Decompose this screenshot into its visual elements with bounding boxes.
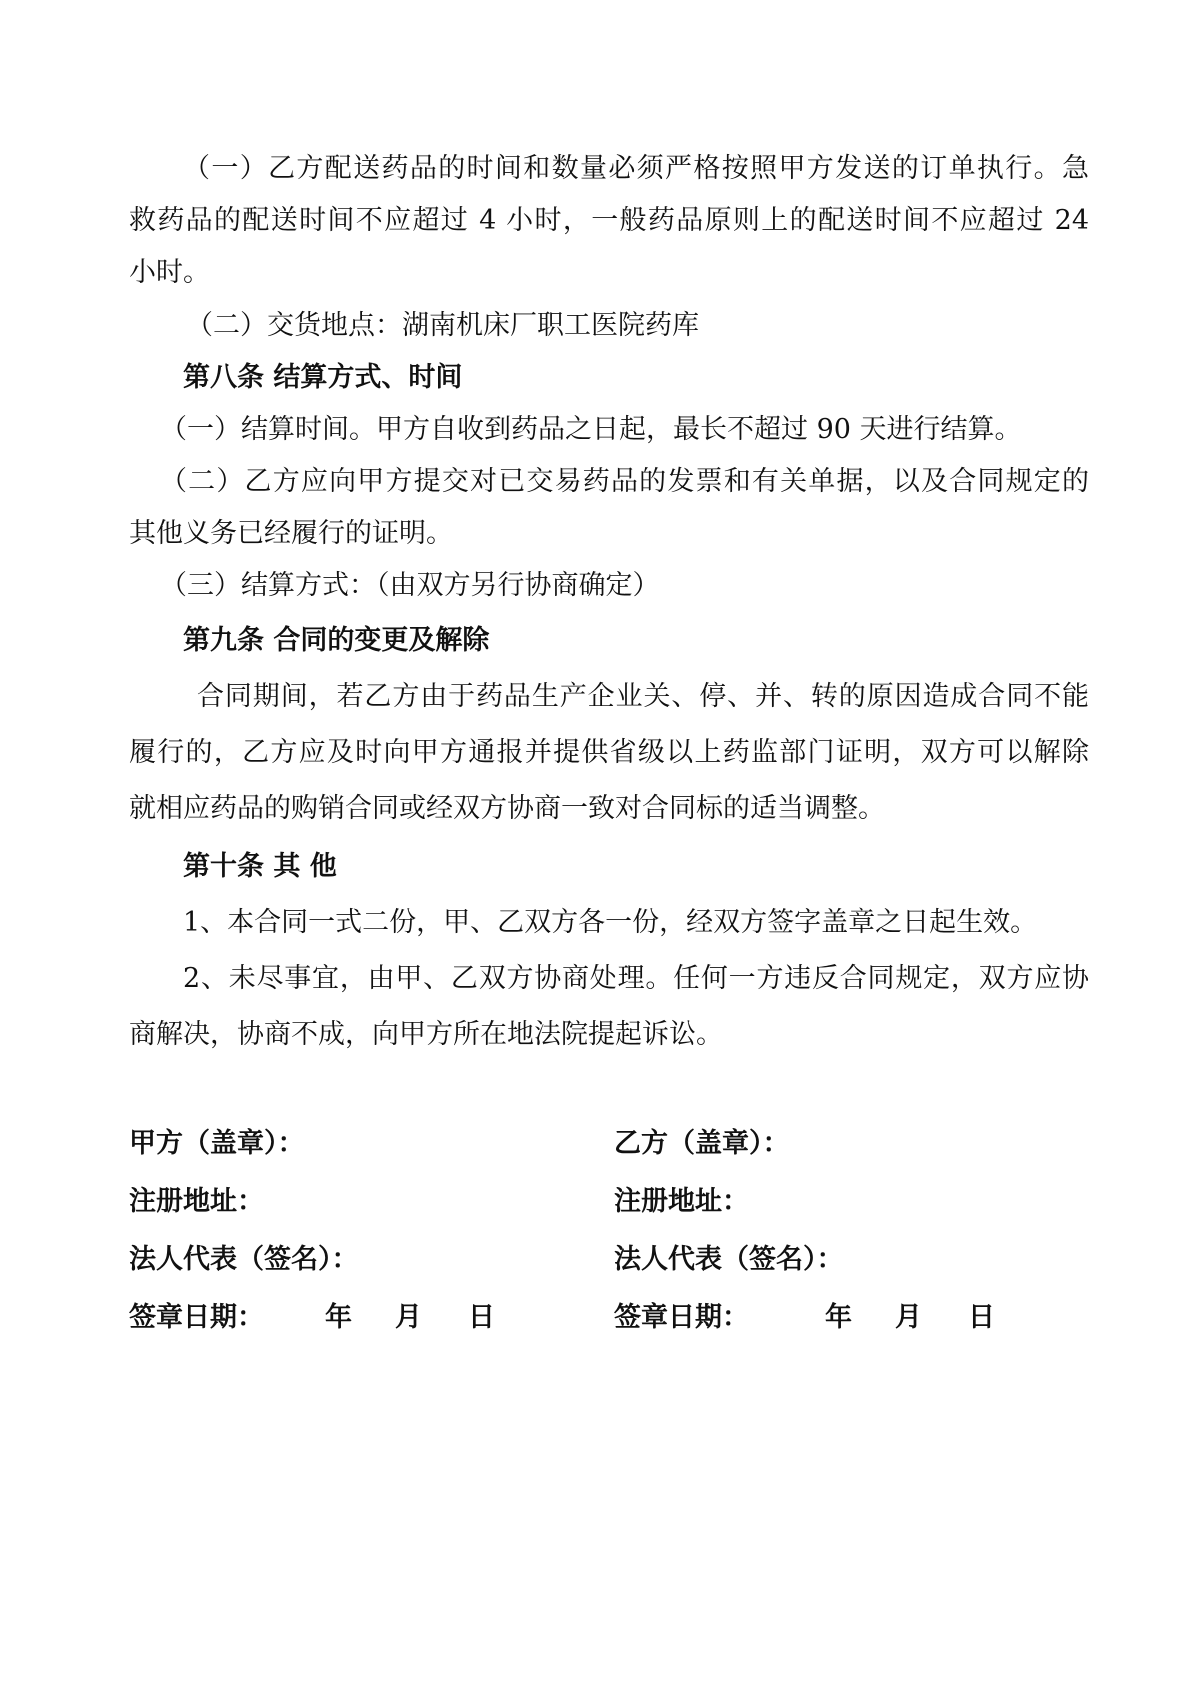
party-b-address-label: 注册地址：: [614, 1186, 749, 1217]
dispute-clause-line-2: 商解决，协商不成，向甲方所在地法院提起诉讼。: [129, 1019, 723, 1050]
article-8-heading: 第八条 结算方式、时间: [183, 362, 463, 393]
party-b-day-label: 日: [968, 1302, 995, 1333]
party-b-month-label: 月: [895, 1302, 922, 1333]
article-9-heading: 第九条 合同的变更及解除: [183, 625, 490, 656]
delivery-time-clause-line-2: 救药品的配送时间不应超过 4 小时，一般药品原则上的配送时间不应超过 24: [129, 205, 1089, 236]
settlement-method-clause: （三）结算方式：（由双方另行协商确定）: [160, 570, 660, 601]
party-a-month-label: 月: [395, 1302, 422, 1333]
party-b-year-label: 年: [825, 1302, 852, 1333]
party-a-legal-rep-label: 法人代表（签名）：: [129, 1244, 359, 1275]
delivery-location-clause: （二）交货地点：湖南机床厂职工医院药库: [186, 310, 699, 341]
copies-clause: 1、本合同一式二份，甲、乙双方各一份，经双方签字盖章之日起生效。: [183, 907, 1038, 938]
article-10-heading: 第十条 其 他: [183, 851, 337, 882]
contract-change-clause-line-1: 合同期间，若乙方由于药品生产企业关、停、并、转的原因造成合同不能: [197, 681, 1089, 712]
delivery-time-clause-line-1: （一）乙方配送药品的时间和数量必须严格按照甲方发送的订单执行。急: [183, 153, 1089, 184]
party-a-day-label: 日: [468, 1302, 495, 1333]
party-a-year-label: 年: [325, 1302, 352, 1333]
party-b-legal-rep-label: 法人代表（签名）：: [614, 1244, 844, 1275]
party-a-seal-label: 甲方（盖章）：: [129, 1128, 305, 1159]
contract-change-clause-line-2: 履行的，乙方应及时向甲方通报并提供省级以上药监部门证明，双方可以解除: [129, 737, 1089, 768]
party-a-address-label: 注册地址：: [129, 1186, 264, 1217]
invoice-submission-clause-line-2: 其他义务已经履行的证明。: [129, 518, 453, 549]
settlement-time-clause: （一）结算时间。甲方自收到药品之日起，最长不超过 90 天进行结算。: [160, 414, 1022, 445]
party-b-date-label: 签章日期：: [614, 1302, 749, 1333]
party-a-date-label: 签章日期：: [129, 1302, 264, 1333]
contract-change-clause-line-3: 就相应药品的购销合同或经双方协商一致对合同标的适当调整。: [129, 793, 885, 824]
dispute-clause-line-1: 2、未尽事宜，由甲、乙双方协商处理。任何一方违反合同规定，双方应协: [183, 963, 1089, 994]
invoice-submission-clause-line-1: （二）乙方应向甲方提交对已交易药品的发票和有关单据，以及合同规定的: [160, 466, 1089, 497]
party-b-seal-label: 乙方（盖章）：: [614, 1128, 790, 1159]
delivery-time-clause-line-3: 小时。: [129, 257, 210, 288]
